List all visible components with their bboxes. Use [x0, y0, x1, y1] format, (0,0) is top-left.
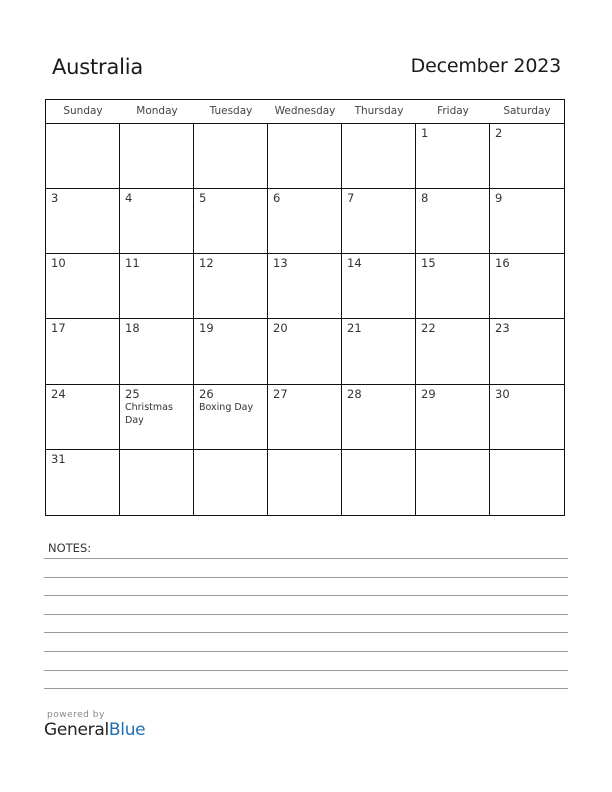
notes-line [44, 670, 568, 671]
brand-general: General [44, 720, 109, 740]
day-number: 30 [495, 386, 510, 401]
day-cell [120, 385, 194, 450]
day-number: 12 [199, 256, 214, 271]
day-cell [416, 124, 490, 189]
day-number: 11 [125, 256, 140, 271]
day-cell [416, 254, 490, 319]
day-number: 18 [125, 321, 140, 336]
day-number: 26 [199, 386, 214, 401]
weekday-sunday: Sunday [63, 105, 103, 117]
notes-line [44, 558, 568, 559]
day-cell [342, 385, 416, 450]
day-cell [46, 450, 120, 515]
powered-by-text: powered by [47, 710, 105, 720]
weekday-monday: Monday [136, 105, 178, 117]
day-cell [46, 385, 120, 450]
notes-label: NOTES: [48, 541, 92, 555]
day-cell [342, 124, 416, 189]
country-title: Australia [52, 55, 144, 79]
weekday-wednesday: Wednesday [274, 105, 336, 117]
day-cell [268, 254, 342, 319]
day-number: 28 [347, 386, 362, 401]
day-cell [342, 450, 416, 515]
notes-line [44, 595, 568, 596]
day-cell [46, 319, 120, 384]
weekday-friday: Friday [437, 105, 469, 117]
brand-blue: Blue [108, 720, 146, 740]
day-cell [194, 124, 268, 189]
day-cell [490, 124, 564, 189]
day-number: 14 [347, 256, 362, 271]
day-cell [490, 254, 564, 319]
day-cell [46, 189, 120, 254]
day-cell [268, 450, 342, 515]
holiday-label: Christmas Day [125, 401, 173, 426]
day-cell [342, 319, 416, 384]
notes-line [44, 577, 568, 578]
notes-line [44, 632, 568, 633]
day-number: 1 [421, 126, 429, 140]
day-cell [120, 189, 194, 254]
day-cell [268, 124, 342, 189]
day-number: 10 [51, 256, 66, 271]
day-number: 2 [495, 126, 503, 140]
day-cell [490, 189, 564, 254]
day-number: 27 [273, 386, 288, 401]
month-year-title: December 2023 [410, 55, 561, 77]
day-cell [490, 385, 564, 450]
day-cell [342, 254, 416, 319]
calendar-grid [45, 99, 565, 516]
day-cell [416, 450, 490, 515]
day-number: 7 [347, 191, 355, 206]
notes-line [44, 614, 568, 615]
day-cell [46, 254, 120, 319]
day-cell [490, 319, 564, 384]
day-cell [46, 124, 120, 189]
day-number: 9 [495, 191, 503, 206]
weekday-saturday: Saturday [503, 105, 551, 117]
day-number: 3 [51, 191, 59, 206]
day-cell [268, 189, 342, 254]
day-cell [120, 124, 194, 189]
day-number: 19 [199, 321, 214, 336]
day-number: 23 [495, 321, 510, 336]
day-cell [120, 319, 194, 384]
notes-line [44, 688, 568, 689]
day-number: 24 [51, 386, 66, 401]
day-number: 16 [495, 256, 510, 271]
day-number: 22 [421, 321, 436, 336]
day-number: 20 [273, 321, 288, 336]
day-cell [416, 385, 490, 450]
day-number: 25 [125, 386, 140, 401]
weekday-tuesday: Tuesday [209, 105, 253, 117]
day-number: 5 [199, 191, 207, 206]
day-number: 4 [125, 191, 133, 206]
day-cell [268, 319, 342, 384]
day-number: 15 [421, 256, 436, 271]
day-number: 8 [421, 191, 429, 206]
day-number: 13 [273, 256, 288, 271]
weekday-thursday: Thursday [354, 105, 404, 117]
day-cell [194, 254, 268, 319]
day-number: 21 [347, 321, 362, 336]
day-cell [194, 319, 268, 384]
day-number: 17 [51, 321, 66, 336]
day-cell [416, 189, 490, 254]
day-cell [416, 319, 490, 384]
day-cell [194, 450, 268, 515]
day-number: 6 [273, 191, 281, 206]
holiday-label: Boxing Day [199, 401, 254, 413]
day-grid [46, 124, 564, 515]
brand-logo [44, 720, 145, 740]
notes-line [44, 651, 568, 652]
day-cell [120, 450, 194, 515]
day-cell [194, 385, 268, 450]
day-cell [194, 189, 268, 254]
weekday-header-row [46, 100, 564, 124]
day-number: 29 [421, 386, 436, 401]
day-cell [490, 450, 564, 515]
day-cell [120, 254, 194, 319]
day-number: 31 [51, 451, 66, 466]
day-cell [342, 189, 416, 254]
day-cell [268, 385, 342, 450]
